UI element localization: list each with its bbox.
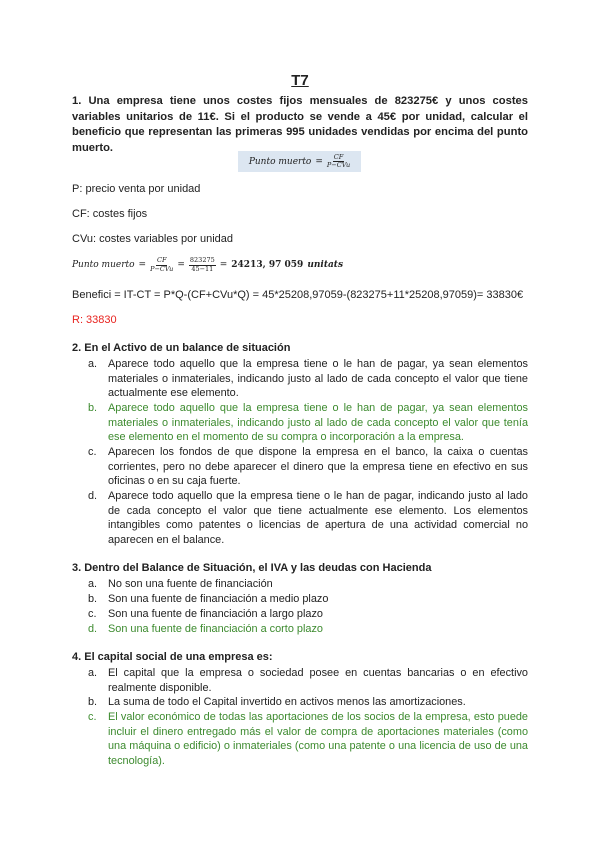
question-4-option-a (88, 666, 528, 695)
option-label: a. (88, 667, 98, 679)
calc-lhs: Punto muerto (72, 260, 135, 270)
question-2-option-a (88, 357, 528, 401)
option-label: a. (88, 578, 98, 590)
option-text: No son una fuente de financiación (108, 578, 273, 590)
calc-denominator-2: 45−11 (191, 264, 214, 273)
definition-cf: CF: costes fijos (72, 208, 148, 220)
question-4-option-b (88, 695, 528, 710)
option-text: Aparece todo aquello que la empresa tiene o le han de pagar, ya sean elementos materiales o inmateriales, indicando justo al lado de cada concepto el valor que tiene actualmente ese elemento. (108, 358, 528, 400)
option-text: Aparece todo aquello que la empresa tiene o le han de pagar, ya sean elementos materiales o inmateriales, indicando justo al lado de cada concepto el valor que tenía ese elemento en el momento de su compra o incorporación a la empresa. (108, 402, 528, 444)
break-even-formula (238, 151, 361, 172)
calc-numerator-1: CF (156, 256, 167, 264)
question-2-title: 2. En el Activo de un balance de situación (72, 342, 291, 354)
option-text: El capital que la empresa o sociedad posee en cuentas bancarias o en efectivo realmente disponible. (108, 667, 528, 694)
option-label: b. (88, 696, 98, 708)
definition-cvu: CVu: costes variables por unidad (72, 233, 234, 245)
page-title: T7 (291, 72, 309, 89)
benefit-calculation: Benefici = IT-CT = P*Q-(CF+CVu*Q) = 45*25208,97059-(823275+11*25208,97059)= 33830€ (72, 289, 524, 301)
question-1-answer: R: 33830 (72, 314, 117, 326)
option-label: c. (88, 608, 97, 620)
formula-equals: = (315, 156, 323, 167)
option-text: Aparece todo aquello que la empresa tiene o le han de pagar, indicando justo al lado de cada concepto el valor que tiene actualmente ese elemento. Los elementos intangibles como patentes o licencias de apertura de una actividad comercial no aparecen en el balance. (108, 490, 528, 546)
option-label: b. (88, 593, 98, 605)
formula-lhs: Punto muerto (248, 156, 312, 167)
calc-unit: unitats (307, 260, 344, 270)
option-text: El valor económico de todas las aportaciones de los socios de la empresa, esto puede incluir el dinero entregado más el valor de compra de aportaciones materiales (como una máquina o edificio) o inmateriales (como una patente o una licencia de uso de una tecnología). (108, 711, 528, 767)
option-text: La suma de todo el Capital invertido en activos menos las amortizaciones. (108, 696, 466, 708)
question-2-option-c (88, 445, 528, 489)
calc-fraction-2 (189, 257, 216, 273)
question-3-option-b (88, 592, 528, 607)
option-text: Son una fuente de financiación a largo plazo (108, 608, 323, 620)
question-1-statement: 1. Una empresa tiene unos costes fijos mensuales de 823275€ y unos costes variables unitarios de 11€. Si el producto se vende a 45€ por unidad, calcular el beneficio que representan las primeras 995 unidades vendidas por encima del punto muerto. (72, 95, 528, 154)
formula-numerator: CF (333, 152, 344, 161)
calc-numerator-2: 823275 (189, 256, 215, 264)
formula-fraction (327, 154, 350, 170)
question-3-option-c (88, 607, 528, 622)
option-label: b. (88, 402, 98, 414)
calc-equals-1: = (138, 260, 147, 270)
option-label: d. (88, 490, 98, 502)
option-text: Aparecen los fondos de que dispone la empresa en el banco, la caixa o cuentas corrientes, pero no debe aparecer el dinero que la empresa tiene en efectivo en sus oficinas o en su caja fuerte. (108, 446, 528, 488)
question-3-title: 3. Dentro del Balance de Situación, el IVA y las deudas con Hacienda (72, 562, 432, 574)
option-label: a. (88, 358, 98, 370)
option-text: Son una fuente de financiación a medio plazo (108, 593, 329, 605)
calc-equals-2: = (177, 260, 185, 270)
option-label: c. (88, 446, 97, 458)
question-2-option-b-correct (88, 401, 528, 445)
question-4-title: 4. El capital social de una empresa es: (72, 651, 273, 663)
break-even-calculation (72, 257, 343, 273)
question-4-option-c-correct (88, 710, 528, 768)
calc-fraction-1 (150, 257, 173, 273)
question-3-option-a (88, 577, 528, 592)
option-label: c. (88, 711, 97, 723)
option-text: Son una fuente de financiación a corto plazo (108, 623, 323, 635)
calc-denominator-1: P−CVu (150, 264, 174, 273)
calc-equals-3: = (219, 260, 228, 270)
question-3-option-d-correct (88, 622, 528, 637)
option-label: d. (88, 623, 98, 635)
formula-denominator: P−CVu (326, 161, 351, 169)
definition-p: P: precio venta por unidad (72, 183, 201, 195)
calc-result: 24213, 97 059 (231, 260, 304, 270)
question-2-option-d (88, 489, 528, 547)
